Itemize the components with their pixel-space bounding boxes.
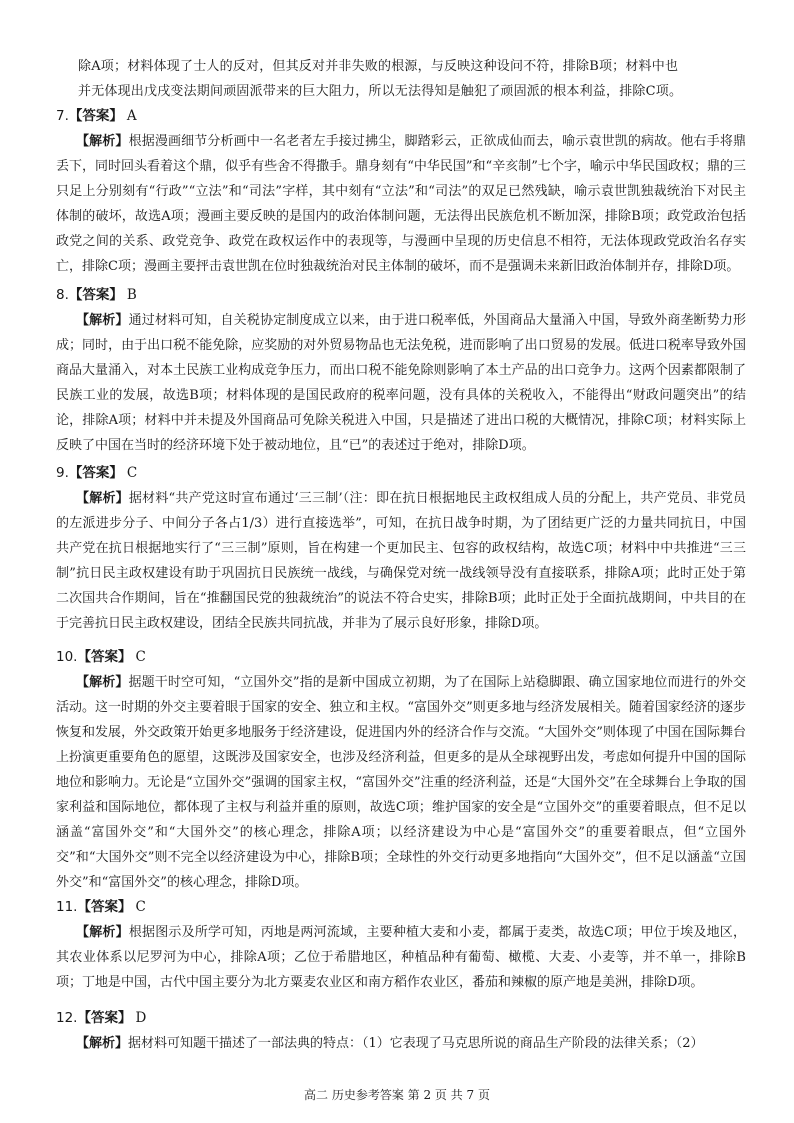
analysis-text: 据题干时空可知，“立国外交”指的是新中国成立初期，为了在国际上站稳脚跟、确立国家地位而进行的外交活动。这一时期的外交主要着眼于国家的安全、独立和主权。“富国外交”则更多地与经济发展相关。随着国家经济的逐步恢复和发展，外交政策开始更多地服务于经济建设，促进国内外的经济合作与交流。“大国外交”则体现了中国在国际舞台上扮演更重要角色的愿望，这既涉及国家安全，也涉及经济利益，但更多的是从全球视野出发，考虑如何提升中国的国际地位和影响力。无论是“立国外交”强调的国家主权，“富国外交”注重的经济利益，还是“大国外交”在全球舞台上争取的国家利益和国际地位，都体现了主权与利益并重的原则，故选C项；维护国家的安全是“立国外交”的重要着眼点，但不足以涵盖“富国外交”和“大国外交”的核心理念，排除A项；以经济建设为中心是“富国外交”的重要着眼点，但“立国外交”和“大国外交”则不完全以经济建设为中心，排除B项；全球性的外交行动更多地指向“大国外交”，但不足以涵盖“立国外交”和“富国外交”的核心理念，排除D项。 xyxy=(56,675,746,890)
question-10-answer xyxy=(56,645,146,670)
question-11-answer xyxy=(56,895,146,920)
question-7-analysis xyxy=(56,129,746,279)
continuation-line-1: 除A项；材料体现了士人的反对，但其反对并非失败的根源，与反映这种设问不符，排除B项；材料中也 xyxy=(78,59,679,74)
analysis-text: 根据图示及所学可知，丙地是两河流域，主要种植大麦和小麦，都属于麦类，故选C项；甲位于埃及地区，其农业体系以尼罗河为中心，排除A项；乙位于希腊地区，种植品种有葡萄、橄榄、大麦、小麦等，并不单一，排除B项；丁地是中国，古代中国主要分为北方粟麦农业区和南方稻作农业区，番茄和辣椒的原产地是美洲，排除D项。 xyxy=(56,925,746,990)
analysis-tag: 【解析】 xyxy=(76,313,129,328)
question-number: 11. xyxy=(56,899,78,915)
analysis-text: 通过材料可知，自关税协定制度成立以来，由于进口税率低，外国商品大量涌入中国，导致外商垄断势力形成；同时，由于出口税不能免除，应奖励的对外贸易物品也无法免税，进而影响了出口贸易的发展。低进口税率导致外国商品大量涌入，对本土民族工业构成竞争压力，而出口税不能免除则影响了本土产品的出口竞争力。这两个因素都限制了民族工业的发展，故选B项；材料体现的是国民政府的税率问题，没有具体的关税收入，不能得出“财政问题突出”的结论，排除A项；材料中并未提及外国商品可免除关税进入中国，只是描述了进出口税的大概情况，排除C项；材料实际上反映了中国在当时的经济环境下处于被动地位，且“已”的表述过于绝对，排除D项。 xyxy=(56,313,746,453)
answer-tag: 【答案】 xyxy=(77,899,132,915)
answer-tag: 【答案】 xyxy=(68,287,123,303)
answer-letter: C xyxy=(135,899,146,915)
question-number: 12. xyxy=(56,1010,78,1026)
question-9-analysis xyxy=(56,486,746,636)
answer-tag: 【答案】 xyxy=(77,1010,132,1026)
continuation-line-2: 并无体现出戊戌变法期间顽固派带来的巨大阻力，所以无法得知是触犯了顽固派的根本利益，排除C项。 xyxy=(78,84,683,99)
page-footer: 高二 历史参考答案 第 2 页 共 7 页 xyxy=(304,1088,490,1102)
answer-letter: C xyxy=(135,649,146,665)
analysis-tag: 【解析】 xyxy=(76,675,129,690)
question-number: 10. xyxy=(56,649,78,665)
analysis-tag: 【解析】 xyxy=(76,491,129,506)
answer-letter: B xyxy=(126,287,137,303)
question-7-answer xyxy=(56,104,137,129)
answer-tag: 【答案】 xyxy=(68,108,123,124)
analysis-text: 据材料可知题干描述了一部法典的特点：（1）它表现了马克思所说的商品生产阶段的法律关系；（2） xyxy=(128,1036,704,1051)
question-12-analysis xyxy=(56,1031,746,1056)
analysis-tag: 【解析】 xyxy=(76,925,129,940)
analysis-text: 根据漫画细节分析画中一名老者左手接过拂尘，脚踏彩云，正欲成仙而去，喻示袁世凯的病故。他右手将鼎丢下，同时回头看着这个鼎，似乎有些舍不得撒手。鼎身刻有“中华民国”和“辛亥制”七个字，喻示中华民国政权；鼎的三只足上分别刻有“行政”“立法”和“司法”字样，其中刻有“立法”和“司法”的双足已然残缺，喻示袁世凯独裁统治下对民主体制的破坏，故选A项；漫画主要反映的是国内的政治体制问题，无法得出民族危机不断加深，排除B项；政党政治包括政党之间的关系、政党竞争、政党在政权运作中的表现等，与漫画中呈现的历史信息不相符，无法体现政党政治名存实亡，排除C项；漫画主要抨击袁世凯在位时独裁统治对民主体制的破坏，而不是强调未来新旧政治体制并存，排除D项。 xyxy=(56,134,746,274)
continuation-text xyxy=(78,54,746,104)
question-10-analysis xyxy=(56,670,746,895)
analysis-text: 据材料“共产党这时宣布通过‘三三制’（注：即在抗日根据地民主政权组成人员的分配上，共产党员、非党员的左派进步分子、中间分子各占1/3）进行直接选举”，可知，在抗日战争时期，为了团结更广泛的力量共同抗日，中国共产党在抗日根据地实行了“三三制”原则，旨在构建一个更加民主、包容的政权结构，故选C项；材料中中共推进“三三制”抗日民主政权建设有助于巩固抗日民族统一战线，与确保党对统一战线领导没有直接联系，排除A项；此时正处于第二次国共合作期间，旨在“推翻国民党的独裁统治”的说法不符合史实，排除B项；此时正处于全面抗战期间，中共目的在于完善抗日民主政权建设，团结全民族共同抗战，并非为了展示良好形象，排除D项。 xyxy=(56,491,746,631)
answer-letter: A xyxy=(126,108,137,124)
analysis-tag: 【解析】 xyxy=(76,134,129,149)
question-12-answer xyxy=(56,1006,146,1031)
answer-letter: C xyxy=(126,465,138,481)
question-9-answer xyxy=(56,461,137,486)
answer-letter: D xyxy=(135,1010,147,1026)
question-11-analysis xyxy=(56,920,746,995)
answer-tag: 【答案】 xyxy=(68,465,123,481)
question-number: 8. xyxy=(56,287,69,303)
question-number: 9. xyxy=(56,465,69,481)
question-8-analysis xyxy=(56,308,746,458)
question-number: 7. xyxy=(56,108,69,124)
question-8-answer xyxy=(56,283,137,308)
answer-tag: 【答案】 xyxy=(77,649,132,665)
analysis-tag: 【解析】 xyxy=(76,1036,129,1051)
